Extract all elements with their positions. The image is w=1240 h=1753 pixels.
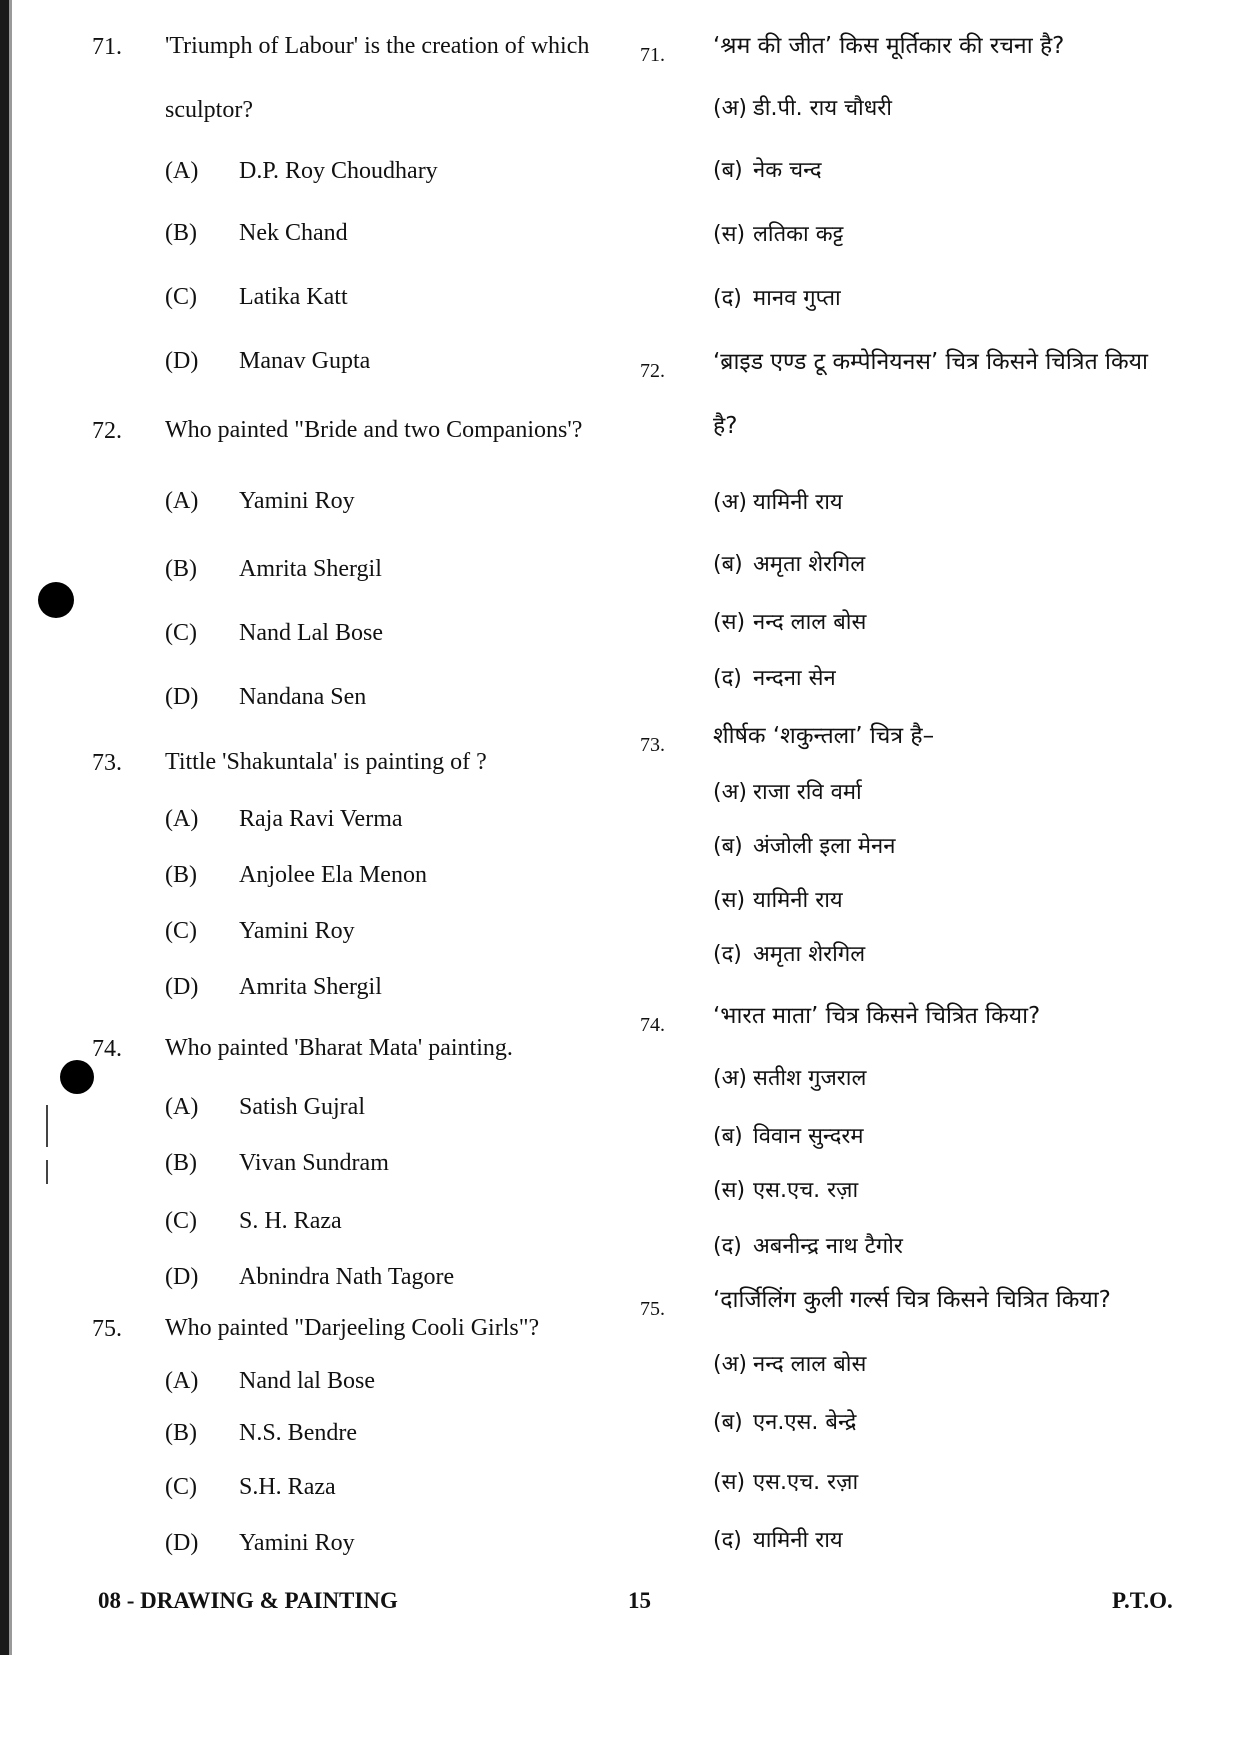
- option-c: (स) नन्द लाल बोस: [713, 610, 867, 635]
- question-stem: ‘ब्राइड एण्ड टू कम्पेनियनस’ चित्र किसने चित्रित किया है?: [713, 349, 1148, 439]
- question-stem: ‘श्रम की जीत’ किस मूर्तिकार की रचना है?: [713, 33, 1065, 59]
- question-stem: Who painted 'Bharat Mata' painting.: [165, 1035, 513, 1061]
- option-a: (A) Satish Gujral: [165, 1094, 365, 1120]
- question-number: 73.: [92, 750, 122, 776]
- question-stem: Who painted "Darjeeling Cooli Girls"?: [165, 1315, 540, 1341]
- option-b: (ब) विवान सुन्दरम: [713, 1124, 864, 1149]
- option-d: (D) Abnindra Nath Tagore: [165, 1264, 455, 1290]
- scan-mark: [46, 1105, 48, 1147]
- option-b: (ब) अमृता शेरगिल: [713, 552, 866, 577]
- option-c: (C) S. H. Raza: [165, 1208, 342, 1234]
- option-d: (द) अमृता शेरगिल: [713, 942, 866, 967]
- option-d: (द) मानव गुप्ता: [713, 286, 841, 311]
- question-number: 74.: [92, 1036, 122, 1062]
- question-number: 72.: [92, 418, 122, 444]
- option-b: (ब) एन.एस. बेन्द्रे: [713, 1410, 857, 1435]
- option-c: (स) एस.एच. रज़ा: [713, 1178, 859, 1203]
- option-c: (C) Nand Lal Bose: [165, 620, 383, 646]
- punch-hole: [60, 1060, 94, 1094]
- question-number: 75.: [92, 1316, 122, 1342]
- option-c: (स) एस.एच. रज़ा: [713, 1470, 859, 1495]
- option-b: (B) Anjolee Ela Menon: [165, 862, 427, 888]
- option-c: (C) S.H. Raza: [165, 1474, 336, 1500]
- question-number: 72.: [640, 360, 665, 382]
- question-number: 74.: [640, 1014, 665, 1036]
- option-b: (B) Vivan Sundram: [165, 1150, 389, 1176]
- footer-subject: 08 - DRAWING & PAINTING: [98, 1588, 398, 1613]
- option-a: (A) D.P. Roy Choudhary: [165, 158, 438, 184]
- option-a: (A) Nand lal Bose: [165, 1368, 375, 1394]
- option-c: (स) लतिका कट्ट: [713, 222, 844, 247]
- question-number: 71.: [640, 44, 665, 66]
- pto-note: P.T.O.: [1112, 1588, 1173, 1613]
- punch-hole: [38, 582, 74, 618]
- question-stem: Who painted "Bride and two Companions'?: [165, 417, 583, 443]
- option-d: (द) अबनीन्द्र नाथ टैगोर: [713, 1234, 903, 1259]
- option-a: (A) Raja Ravi Verma: [165, 806, 403, 832]
- option-a: (अ) डी.पी. राय चौधरी: [713, 96, 892, 121]
- option-b: (B) Nek Chand: [165, 220, 348, 246]
- option-b: (ब) नेक चन्द: [713, 158, 822, 183]
- question-stem: 'Triumph of Labour' is the creation of which sculptor?: [165, 33, 590, 123]
- option-c: (C) Yamini Roy: [165, 918, 355, 944]
- option-a: (अ) सतीश गुजराल: [713, 1066, 867, 1091]
- option-b: (B) N.S. Bendre: [165, 1420, 357, 1446]
- option-d: (D) Manav Gupta: [165, 348, 371, 374]
- option-d: (D) Nandana Sen: [165, 684, 367, 710]
- option-b: (ब) अंजोली इला मेनन: [713, 834, 896, 859]
- option-a: (अ) राजा रवि वर्मा: [713, 780, 862, 805]
- scan-edge-shadow: [9, 0, 12, 1655]
- option-a: (A) Yamini Roy: [165, 488, 355, 514]
- scan-mark: [46, 1160, 48, 1184]
- option-d: (द) नन्दना सेन: [713, 666, 836, 691]
- option-d: (D) Yamini Roy: [165, 1530, 355, 1556]
- question-stem: ‘दार्जिलिंग कुली गर्ल्स चित्र किसने चित्रित किया?: [713, 1287, 1111, 1313]
- option-d: (द) यामिनी राय: [713, 1528, 843, 1553]
- page-number: 15: [628, 1588, 651, 1613]
- question-number: 73.: [640, 734, 665, 756]
- question-stem: Tittle 'Shakuntala' is painting of ?: [165, 749, 487, 775]
- question-number: 75.: [640, 1298, 665, 1320]
- option-a: (अ) यामिनी राय: [713, 490, 843, 515]
- option-b: (B) Amrita Shergil: [165, 556, 382, 582]
- option-a: (अ) नन्द लाल बोस: [713, 1352, 867, 1377]
- option-d: (D) Amrita Shergil: [165, 974, 382, 1000]
- option-c: (C) Latika Katt: [165, 284, 348, 310]
- question-number: 71.: [92, 34, 122, 60]
- scan-edge-shadow: [0, 0, 9, 1655]
- question-stem: शीर्षक ‘शकुन्तला’ चित्र है–: [713, 723, 935, 749]
- option-c: (स) यामिनी राय: [713, 888, 843, 913]
- question-stem: ‘भारत माता’ चित्र किसने चित्रित किया?: [713, 1003, 1041, 1029]
